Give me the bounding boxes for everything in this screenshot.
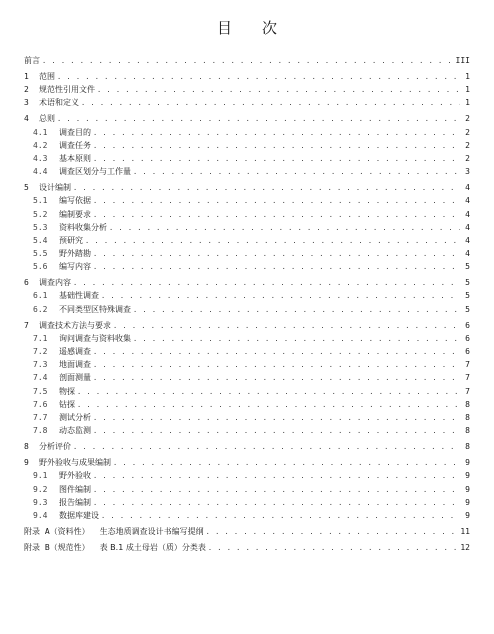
toc-entry-label: 剖面测量	[59, 373, 91, 383]
toc-entry-number: 6	[24, 278, 29, 288]
toc-leader-dots	[93, 360, 460, 370]
toc-entry-label: 前言	[24, 56, 40, 65]
toc-leader-dots	[93, 471, 460, 481]
toc-leader-dots	[85, 236, 460, 246]
toc-entry[interactable]	[24, 85, 470, 95]
toc-entry-page: 7	[465, 386, 470, 396]
toc-entry-label: 地面调查	[59, 360, 91, 370]
toc-entry-number: 5.3	[33, 222, 48, 232]
toc-title-char-2: 次	[262, 19, 278, 37]
toc-leader-dots	[93, 249, 460, 259]
toc-entry-page: 9	[465, 510, 470, 520]
toc-entry-page: 5	[465, 291, 470, 301]
toc-entry[interactable]	[24, 485, 470, 495]
toc-entry-number: 7.1	[33, 333, 48, 343]
toc-entry-page: 3	[465, 167, 470, 177]
toc-entry-page: 12	[460, 542, 470, 552]
toc-entry-number: 7.6	[33, 399, 48, 409]
toc-entry-label: 野外验收	[59, 471, 91, 481]
toc-entry-number: 6.2	[33, 304, 48, 314]
toc-entry-number: 附录 A（资料性）	[24, 526, 90, 536]
toc-leader-dots	[113, 458, 460, 468]
toc-entry-label: 范围	[39, 72, 55, 81]
toc-entry-label: 设计编制	[39, 183, 71, 193]
toc-entry[interactable]	[24, 511, 470, 521]
toc-entry[interactable]	[24, 262, 470, 272]
toc-entry-page: 9	[465, 497, 470, 507]
toc-leader-dots	[93, 498, 460, 508]
toc-leader-dots	[93, 373, 460, 383]
toc-entry-number: 9	[24, 458, 29, 468]
toc-entry-label: 调查任务	[59, 140, 91, 150]
toc-entry-number: 2	[24, 85, 29, 95]
toc-entry[interactable]	[24, 360, 470, 370]
toc-entry-label: 调查区划分与工作量	[59, 167, 131, 177]
toc-entry[interactable]	[24, 400, 470, 410]
toc-entry[interactable]	[24, 321, 470, 331]
toc-entry-number: 1	[24, 72, 29, 81]
toc-entry-label: 生态地质调查设计书编写提纲	[99, 526, 204, 536]
toc-entry-label: 调查内容	[39, 278, 71, 288]
toc-entry-page: 8	[465, 412, 470, 422]
toc-leader-dots	[77, 400, 460, 410]
toc-entry-number: 9.1	[33, 471, 48, 481]
toc-entry-number: 4.2	[33, 140, 48, 150]
toc-entry-label: 报告编制	[59, 497, 91, 507]
toc-entry-number: 附录 B（规范性）	[24, 542, 90, 552]
toc-entry-label: 询问调查与资料收集	[59, 333, 131, 343]
toc-entry-page: 2	[465, 140, 470, 150]
toc-entry-label: 遥感调查	[59, 347, 91, 356]
toc-entry-page: 6	[465, 333, 470, 343]
toc-entry-label: 物探	[59, 386, 75, 396]
toc-leader-dots	[206, 527, 459, 537]
toc-entry-label: 规范性引用文件	[39, 85, 95, 95]
toc-leader-dots	[93, 485, 460, 495]
toc-entry[interactable]	[24, 98, 470, 108]
toc-entry-label: 钻探	[59, 399, 75, 409]
toc-leader-dots	[42, 56, 454, 66]
toc-leader-dots	[97, 85, 460, 95]
toc-entry-page: 8	[465, 442, 470, 452]
toc-entry[interactable]	[24, 373, 470, 383]
toc-leader-dots	[93, 128, 460, 138]
toc-entry-label: 表 B.1 成土母岩（质）分类表	[99, 542, 206, 552]
toc-leader-dots	[101, 291, 460, 301]
toc-entry-label: 数据库建设	[59, 510, 99, 520]
toc-entry[interactable]	[24, 498, 470, 508]
toc-leader-dots	[93, 347, 460, 357]
toc-leader-dots	[57, 114, 460, 124]
toc-entry-page: 1	[465, 98, 470, 108]
toc-entry-label: 测试分析	[59, 412, 91, 422]
toc-entry[interactable]	[24, 167, 470, 177]
toc-leader-dots	[101, 511, 460, 521]
toc-entry-label: 分析评价	[39, 442, 71, 452]
toc-entry-number: 7.5	[33, 386, 48, 396]
table-of-contents	[24, 56, 470, 556]
toc-leader-dots	[81, 98, 460, 108]
toc-leader-dots	[93, 154, 460, 164]
toc-entry-page: 9	[465, 458, 470, 468]
toc-entry[interactable]	[24, 128, 470, 138]
toc-entry-page: 5	[465, 262, 470, 272]
toc-entry[interactable]	[24, 236, 470, 246]
toc-entry[interactable]	[24, 426, 470, 436]
toc-leader-dots	[93, 196, 460, 206]
toc-entry[interactable]	[24, 141, 470, 151]
toc-leader-dots	[93, 210, 460, 220]
toc-entry-page: 8	[465, 399, 470, 409]
toc-entry-page: 8	[465, 426, 470, 436]
toc-entry-page: 7	[465, 360, 470, 370]
toc-entry-page: 6	[465, 347, 470, 356]
toc-entry[interactable]	[24, 210, 470, 220]
toc-leader-dots	[77, 387, 460, 397]
toc-entry-page: 9	[465, 484, 470, 494]
toc-entry[interactable]	[24, 305, 470, 315]
toc-entry[interactable]	[24, 278, 470, 288]
toc-entry-number: 4.1	[33, 127, 48, 137]
toc-leader-dots	[208, 543, 459, 553]
toc-entry[interactable]	[24, 442, 470, 452]
toc-entry[interactable]	[24, 56, 470, 66]
toc-entry-page: 4	[465, 209, 470, 219]
toc-entry[interactable]	[24, 413, 470, 423]
toc-leader-dots	[133, 167, 460, 177]
toc-leader-dots	[93, 413, 460, 423]
toc-leader-dots	[73, 442, 460, 452]
toc-entry[interactable]	[24, 183, 470, 193]
toc-entry-number: 5.2	[33, 209, 48, 219]
toc-entry-number: 5.1	[33, 196, 48, 206]
toc-entry-label: 基础性调查	[59, 291, 99, 301]
toc-entry[interactable]	[24, 196, 470, 206]
toc-appendix-entry[interactable]	[24, 543, 470, 553]
toc-entry[interactable]	[24, 334, 470, 344]
toc-entry-page: 4	[465, 249, 470, 259]
toc-entry-label: 调查技术方法与要求	[39, 320, 111, 330]
toc-entry-page: 4	[465, 235, 470, 245]
toc-entry-number: 4.4	[33, 167, 48, 177]
toc-entry-number: 7.3	[33, 360, 48, 370]
toc-leader-dots	[109, 223, 460, 233]
toc-entry-page: 1	[465, 72, 470, 81]
toc-entry-page: 9	[465, 471, 470, 481]
toc-entry-number: 3	[24, 98, 29, 108]
toc-entry-label: 图件编制	[59, 484, 91, 494]
toc-entry-number: 5.6	[33, 262, 48, 272]
toc-entry-page: III	[455, 56, 470, 65]
toc-entry-page: 5	[465, 278, 470, 288]
toc-entry-page: 2	[465, 127, 470, 137]
toc-leader-dots	[93, 426, 460, 436]
toc-entry-number: 7.8	[33, 426, 48, 436]
toc-entry-page: 4	[465, 183, 470, 193]
toc-entry-label: 资料收集分析	[59, 222, 107, 232]
toc-entry-page: 7	[465, 373, 470, 383]
toc-entry-page: 6	[465, 320, 470, 330]
toc-leader-dots	[93, 262, 460, 272]
toc-entry-label: 编制要求	[59, 209, 91, 219]
toc-entry-page: 2	[465, 153, 470, 163]
toc-entry-number: 7	[24, 320, 29, 330]
toc-entry-page: 5	[465, 304, 470, 314]
toc-entry-number: 6.1	[33, 291, 48, 301]
toc-entry-label: 不同类型区特殊调查	[59, 304, 131, 314]
toc-entry[interactable]	[24, 471, 470, 481]
toc-leader-dots	[93, 141, 460, 151]
toc-entry-number: 9.2	[33, 484, 48, 494]
toc-entry[interactable]	[24, 114, 470, 124]
toc-title	[0, 17, 494, 38]
toc-entry-label: 总则	[39, 114, 55, 124]
toc-entry-page: 11	[460, 526, 470, 536]
toc-entry-label: 野外验收与成果编制	[39, 458, 111, 468]
toc-entry-label: 动态监测	[59, 426, 91, 436]
toc-entry-page: 2	[465, 114, 470, 124]
toc-entry[interactable]	[24, 291, 470, 301]
toc-entry-label: 编写内容	[59, 262, 91, 272]
toc-leader-dots	[73, 278, 460, 288]
toc-entry-number: 4.3	[33, 153, 48, 163]
toc-entry-number: 7.4	[33, 373, 48, 383]
toc-title-char-1: 目	[216, 19, 232, 37]
toc-appendix-entry[interactable]	[24, 527, 470, 537]
toc-entry-page: 1	[465, 85, 470, 95]
toc-entry[interactable]	[24, 387, 470, 397]
toc-entry-number: 9.4	[33, 510, 48, 520]
toc-leader-dots	[133, 305, 460, 315]
toc-entry-label: 野外踏勘	[59, 249, 91, 259]
toc-entry-number: 7.2	[33, 347, 48, 356]
toc-entry[interactable]	[24, 72, 470, 82]
toc-leader-dots	[57, 72, 460, 82]
toc-entry-label: 预研究	[59, 235, 83, 245]
toc-leader-dots	[73, 183, 460, 193]
toc-entry-label: 基本原则	[59, 153, 91, 163]
toc-entry[interactable]	[24, 347, 470, 357]
toc-entry-page: 4	[465, 196, 470, 206]
toc-entry-number: 9.3	[33, 497, 48, 507]
toc-entry-number: 5.4	[33, 235, 48, 245]
toc-entry[interactable]	[24, 249, 470, 259]
toc-entry-number: 7.7	[33, 412, 48, 422]
toc-entry-label: 编写依据	[59, 196, 91, 206]
toc-entry[interactable]	[24, 458, 470, 468]
toc-entry-number: 5.5	[33, 249, 48, 259]
toc-entry[interactable]	[24, 223, 470, 233]
toc-leader-dots	[113, 321, 460, 331]
toc-entry-number: 8	[24, 442, 29, 452]
toc-entry-label: 术语和定义	[39, 98, 79, 108]
toc-entry[interactable]	[24, 154, 470, 164]
toc-entry-number: 5	[24, 183, 29, 193]
toc-entry-number: 4	[24, 114, 29, 124]
toc-leader-dots	[133, 334, 460, 344]
toc-entry-label: 调查目的	[59, 127, 91, 137]
toc-entry-page: 4	[465, 222, 470, 232]
